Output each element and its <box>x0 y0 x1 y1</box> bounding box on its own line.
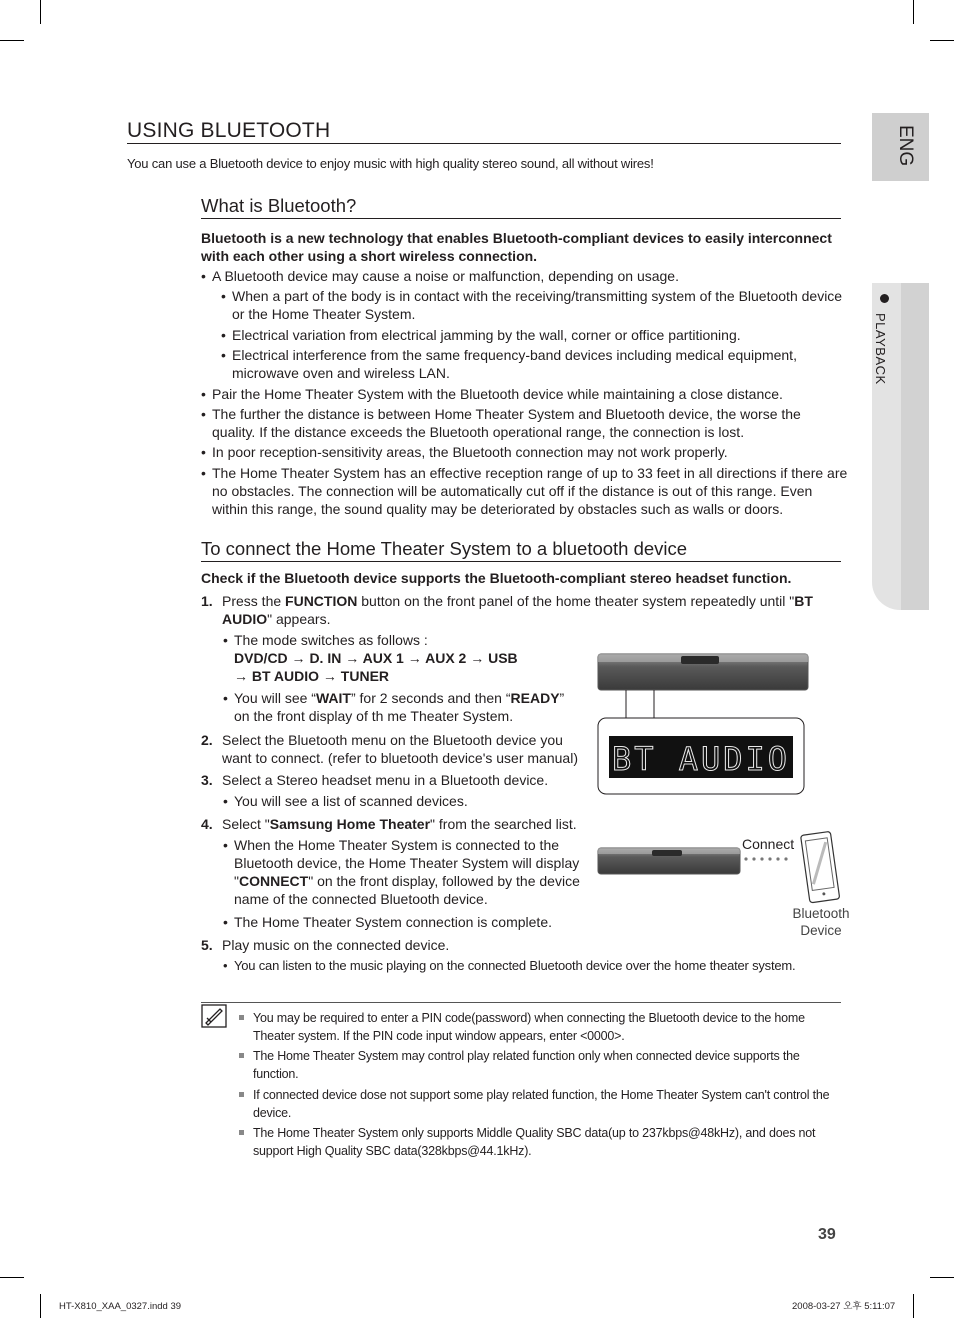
page-number: 39 <box>818 1226 836 1243</box>
step-number: 1. <box>201 593 213 609</box>
language-tab <box>872 113 929 181</box>
list-item: • When a part of the body is in contact with the receiving/transmitting system of the Bluetooth device or the Home Theater System. <box>221 288 843 322</box>
note-item: The Home Theater System may control play related function only when connected device supports the function. <box>253 1047 831 1083</box>
page-title: USING BLUETOOTH <box>127 119 331 142</box>
crop-mark <box>40 1294 41 1318</box>
crop-mark <box>930 40 954 41</box>
list-item: • You will see “WAIT” for 2 seconds and then “READY” on the front display of th me Theater System. <box>223 690 565 724</box>
section-heading-what-is: What is Bluetooth? <box>201 195 357 216</box>
list-item: • The mode switches as follows : DVD/CD → D. IN → AUX 1 → AUX 2 → USB → BT AUDIO → TUNER <box>223 632 518 684</box>
step-text: Select the Bluetooth menu on the Bluetooth device you want to connect. (refer to bluetooth device's user manual) <box>222 732 578 766</box>
step-text: Play music on the connected device. <box>222 937 450 953</box>
list-item: • Electrical interference from the same frequency-band devices including medical equipment, microwave oven and wireless LAN. <box>221 347 797 381</box>
list-item: • The Home Theater System has an effective reception range of up to 33 feet in all directions if there are no obstacles. The connection will be automatically cut off if the distance is out of this range. Even within this range, the sound quality may be deteriorated by obstacles such as walls or doors. <box>201 465 848 517</box>
divider <box>201 561 841 562</box>
section-heading-connect: To connect the Home Theater System to a bluetooth device <box>201 538 688 559</box>
list-item: • You can listen to the music playing on the connected Bluetooth device over the home theater system. <box>223 958 796 973</box>
crop-mark <box>913 0 914 24</box>
step-text: Select a Stereo headset menu in a Bluetooth device. <box>222 772 549 788</box>
crop-mark <box>0 40 24 41</box>
crop-mark <box>0 1277 24 1278</box>
step-number: 3. <box>201 772 213 788</box>
page-intro: You can use a Bluetooth device to enjoy music with high quality stereo sound, all without wires! <box>127 156 654 171</box>
step-number: 2. <box>201 732 213 748</box>
section-tab-label: PLAYBACK <box>873 313 888 385</box>
list-item: • You will see a list of scanned devices. <box>223 793 468 809</box>
divider <box>127 143 841 144</box>
step-text: Select "Samsung Home Theater" from the searched list. <box>222 816 577 832</box>
lead-text: Bluetooth is a new technology that enables Bluetooth-compliant devices to easily interconnect with each other using a short wireless connection. <box>201 230 832 264</box>
crop-mark <box>40 0 41 24</box>
footer-file: HT-X810_XAA_0327.indd 39 <box>59 1301 182 1312</box>
connection-illustration <box>596 828 846 908</box>
list-item: • In poor reception-sensitivity areas, the Bluetooth connection may not work properly. <box>201 444 728 460</box>
language-tab-label: ENG <box>895 125 916 167</box>
divider <box>201 218 841 219</box>
step-text: Press the FUNCTION button on the front panel of the home theater system repeatedly until "BT AUDIO" appears. <box>222 593 813 627</box>
bluetooth-device-label: Bluetooth Device <box>792 906 850 938</box>
note-icon <box>201 1004 227 1028</box>
lead-text: Check if the Bluetooth device supports the Bluetooth-compliant stereo headset function. <box>201 570 792 586</box>
step-number: 5. <box>201 937 213 953</box>
list-item: • The further the distance is between Home Theater System and Bluetooth device, the worse the quality. If the distance exceeds the Bluetooth operational range, the connection is lost. <box>201 406 801 440</box>
crop-mark <box>930 1277 954 1278</box>
list-item: • The Home Theater System connection is complete. <box>223 914 553 930</box>
front-display-text: BT AUDIO <box>611 740 791 778</box>
list-item: • A Bluetooth device may cause a noise or malfunction, depending on usage. <box>201 268 679 284</box>
bullet-dot-icon <box>880 294 889 303</box>
list-item: • Electrical variation from electrical jamming by the wall, corner or office partitioning. <box>221 327 741 343</box>
list-item: • Pair the Home Theater System with the Bluetooth device while maintaining a close distance. <box>201 386 783 402</box>
connect-label: Connect <box>742 836 795 852</box>
note-item: If connected device dose not support some play related function, the Home Theater System can't control the device. <box>253 1086 831 1122</box>
list-item: • When the Home Theater System is connected to the Bluetooth device, the Home Theater System will display "CONNECT" on the front display, followed by the device name of the connected Bluetooth device. <box>223 837 580 907</box>
note-item: The Home Theater System only supports Middle Quality SBC data(up to 237kbps@48kHz), and does not support High Quality SBC data(328kbps@44.1kHz). <box>253 1124 831 1160</box>
step-number: 4. <box>201 816 213 832</box>
section-tab <box>872 283 929 610</box>
crop-mark <box>913 1294 914 1318</box>
note-item: You may be required to enter a PIN code(password) when connecting the Bluetooth device to the home Theater system. If the PIN code input window appears, enter <0000>. <box>253 1009 831 1045</box>
divider <box>201 1002 841 1003</box>
footer-date: 2008-03-27 오후 5:11:07 <box>792 1301 896 1312</box>
